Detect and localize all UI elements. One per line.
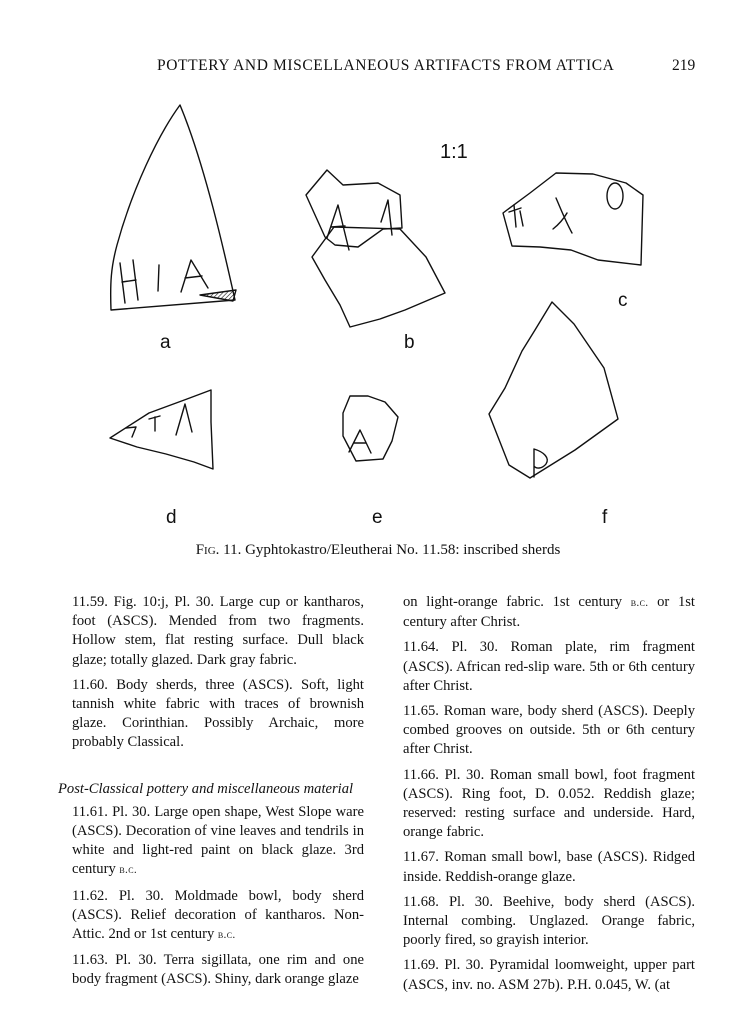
era-abbrev: b.c. <box>630 597 649 609</box>
right-column <box>403 593 695 1001</box>
figure-caption <box>0 542 756 559</box>
entry-number: 11.61. <box>72 803 108 820</box>
era-abbrev: b.c. <box>119 864 138 877</box>
entry-text: Pl. 30. Roman small bowl, foot fragment (ASCS). Ring foot, D. 0.052. Reddish glaze; reserved: resting surface and underside. Hard, orange fabric. <box>403 766 695 841</box>
entry-text: Pl. 30. Moldmade bowl, body sherd (ASCS). Relief decoration of kantharos. Non-Attic. 2nd or 1st century <box>72 887 364 943</box>
entry-number: 11.64. <box>403 639 439 656</box>
sherd-f <box>489 302 618 478</box>
left-column <box>58 593 364 996</box>
entry-text: Body sherds, three (ASCS). Soft, light tannish white fabric with traces of brownish glaze. Corinthian. Possibly Archaic, more probably Classical. <box>72 676 364 751</box>
entry-number: 11.65. <box>403 703 439 720</box>
entry-text: Pl. 30. Beehive, body sherd (ASCS). Internal combing. Unglazed. Orange fabric, poorly fired, so grayish interior. <box>403 893 695 949</box>
catalog-entry-11-63-continued <box>403 593 695 632</box>
era-abbrev: b.c. <box>217 929 236 942</box>
running-header <box>0 57 756 77</box>
entry-number: 11.68. <box>403 893 439 910</box>
sherd-drawings <box>0 95 756 535</box>
catalog-entry-11-64 <box>403 638 695 696</box>
entry-number: 11.67. <box>403 849 439 866</box>
sherd-c <box>503 173 643 265</box>
running-title: POTTERY AND MISCELLANEOUS ARTIFACTS FROM ATTICA <box>157 57 615 74</box>
catalog-entry-11-63 <box>72 951 364 989</box>
catalog-entry-11-65 <box>403 702 695 760</box>
page-number: 219 <box>672 57 696 74</box>
entry-number: 11.59. <box>72 594 108 610</box>
entry-number: 11.66. <box>403 766 439 783</box>
entry-text: or 1st century after Christ. <box>403 594 695 631</box>
entry-number: 11.69. <box>403 957 439 974</box>
catalog-entry-11-66 <box>403 766 695 843</box>
entry-number: 11.63. <box>72 952 108 969</box>
scale-label: 1:1 <box>440 141 468 163</box>
label-d: d <box>166 507 177 528</box>
label-f: f <box>602 507 608 528</box>
entry-text: Pl. 30. Roman plate, rim fragment (ASCS). African red-slip ware. 5th or 6th century after Christ. <box>403 639 695 694</box>
label-b: b <box>404 332 415 353</box>
label-a: a <box>160 332 171 353</box>
section-heading: Post-Classical pottery and miscellaneous material <box>58 780 354 797</box>
entry-number: 11.60. <box>72 676 108 693</box>
sherd-b <box>306 170 445 327</box>
catalog-entry-11-67 <box>403 848 695 886</box>
sherd-a <box>111 105 236 310</box>
catalog-entry-11-68 <box>403 893 695 951</box>
caption-text: 11. Gyphtokastro/Eleutherai No. 11.58: inscribed sherds <box>223 542 561 558</box>
entry-text: Roman ware, body sherd (ASCS). Deeply combed grooves on outside. 5th or 6th century after Christ. <box>403 703 695 758</box>
entry-text: Roman small bowl, base (ASCS). Ridged inside. Reddish-orange glaze. <box>403 849 695 885</box>
caption-fig: Fig. <box>195 542 220 558</box>
label-e: e <box>372 507 383 528</box>
entry-text: Pl. 30. Large open shape, West Slope ware (ASCS). Decoration of vine leaves and tendrils in white and light-red paint on black glaze. 3rd century <box>72 803 364 878</box>
sherd-e <box>343 396 398 461</box>
catalog-entry-11-59 <box>72 593 364 670</box>
catalog-entry-11-69 <box>403 956 695 994</box>
entry-text: Pl. 30. Terra sigillata, one rim and one body fragment (ASCS). Shiny, dark orange glaze <box>72 952 364 988</box>
catalog-entry-11-62 <box>72 887 364 946</box>
figure-inscribed-sherds <box>0 95 756 535</box>
catalog-entry-11-61 <box>72 803 364 881</box>
entry-text: Fig. 10:j, Pl. 30. Large cup or kantharos, foot (ASCS). Mended from two fragments. Hollow stem, flat resting surface. Dull black glaze; totally glazed. Dark gray fabric. <box>72 594 364 668</box>
catalog-entry-11-60 <box>72 676 364 753</box>
sherd-d <box>110 390 213 469</box>
entry-text: Pl. 30. Pyramidal loomweight, upper part (ASCS, inv. no. ASM 27b). P.H. 0.045, W. (at <box>403 957 695 993</box>
entry-text: on light-orange fabric. 1st century <box>403 594 623 610</box>
label-c: c <box>618 290 628 311</box>
entry-number: 11.62. <box>72 887 108 904</box>
